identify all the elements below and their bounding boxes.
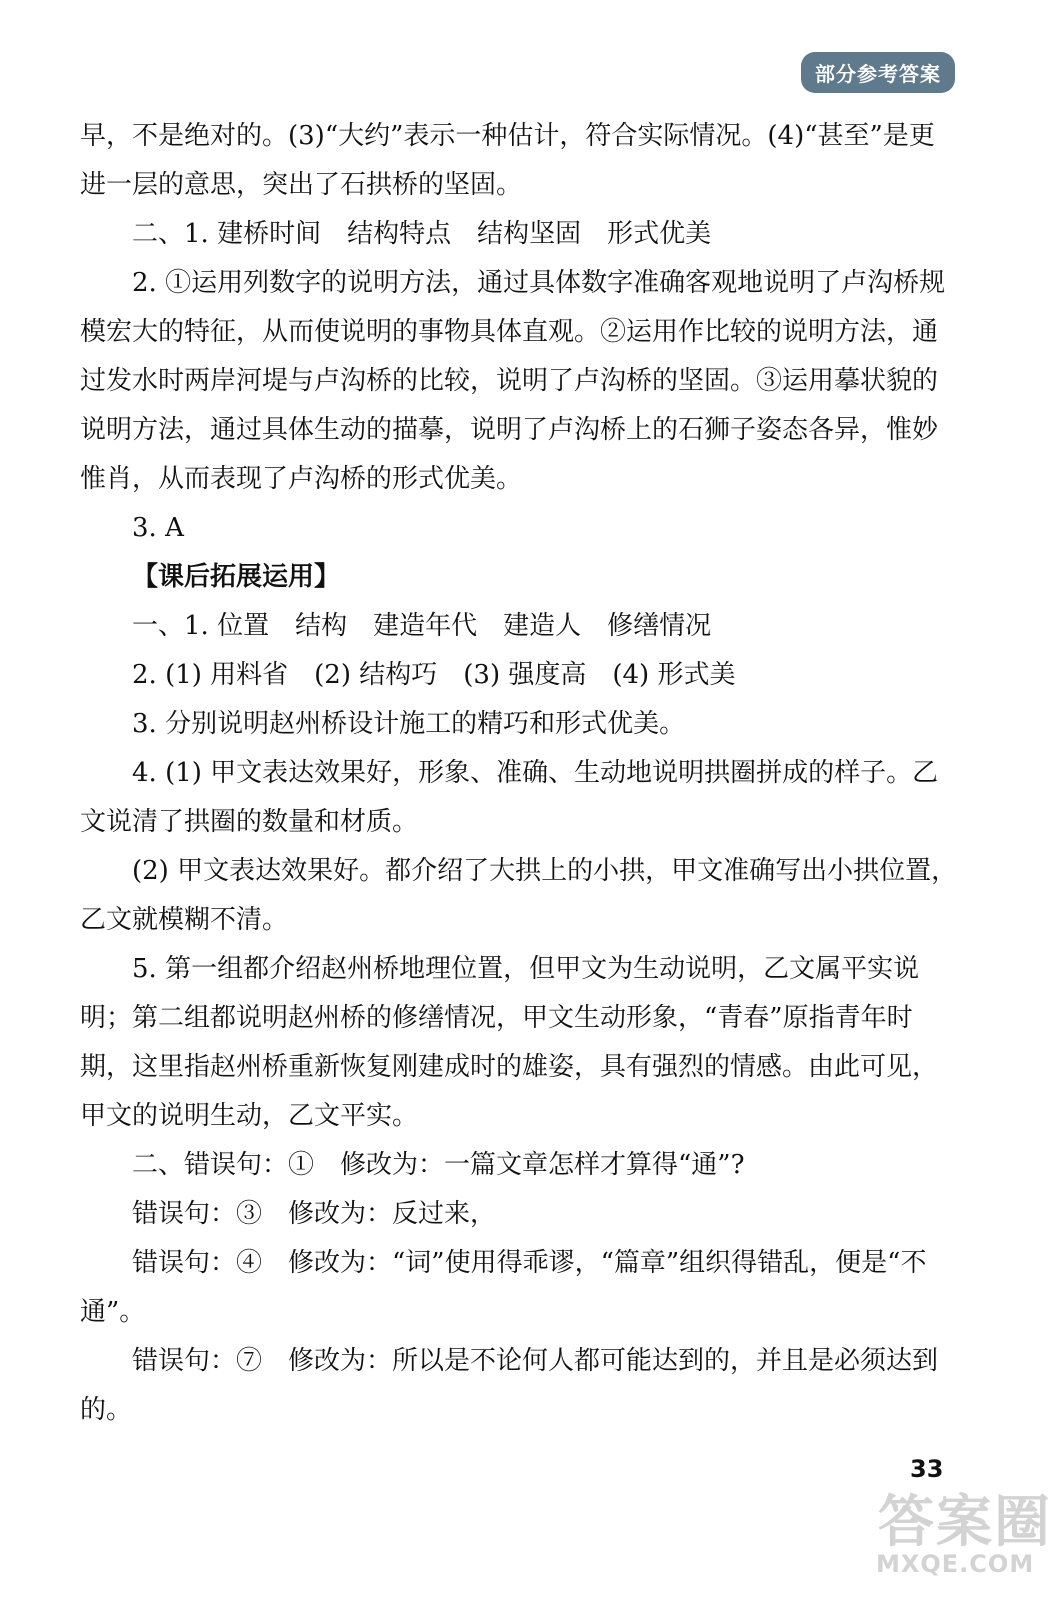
- paragraph-continued: 早，不是绝对的。(3)“大约”表示一种估计，符合实际情况。(4)“甚至”是更进一层的意思，突出了石拱桥的坚固。: [80, 121, 935, 200]
- paragraph-extension-1-4b: (2) 甲文表达效果好。都介绍了大拱上的小拱，甲文准确写出小拱位置，乙文就模糊不清。: [80, 856, 958, 935]
- page-number: 33: [910, 1455, 944, 1483]
- paragraph-extension-2-b: 错误句：③ 修改为：反过来，: [132, 1199, 497, 1229]
- paragraph-extension-1-5: 5. 第一组都介绍赵州桥地理位置，但甲文为生动说明，乙文属平实说明；第二组都说明赵州桥的修缮情况，甲文生动形象，“青春”原指青年时期，这里指赵州桥重新恢复刚建成时的雄姿，具有强烈的情感。由此可见，甲文的说明生动，乙文平实。: [80, 954, 939, 1131]
- paragraph-extension-1-4a: 4. (1) 甲文表达效果好，形象、准确、生动地说明拱圈拼成的样子。乙文说清了拱圈的数量和材质。: [80, 758, 939, 837]
- answer-content: [80, 112, 960, 1435]
- paragraph-answer-2-2: 2. ①运用列数字的说明方法，通过具体数字准确客观地说明了卢沟桥规模宏大的特征，从而使说明的事物具体直观。②运用作比较的说明方法，通过发水时两岸河堤与卢沟桥的比较，说明了卢沟桥的坚固。③运用摹状貌的说明方法，通过具体生动的描摹，说明了卢沟桥上的石狮子姿态各异，惟妙惟肖，从而表现了卢沟桥的形式优美。: [80, 268, 946, 494]
- paragraph-extension-1-3: 3. 分别说明赵州桥设计施工的精巧和形式优美。: [132, 709, 686, 739]
- paragraph-extension-2-a: 二、错误句：① 修改为：一篇文章怎样才算得“通”?: [132, 1150, 745, 1180]
- paragraph-extension-2-d: 错误句：⑦ 修改为：所以是不论何人都可能达到的，并且是必须达到的。: [80, 1346, 939, 1425]
- paragraph-extension-2-c: 错误句：④ 修改为：“词”使用得乖谬，“篇章”组织得错乱，便是“不通”。: [80, 1248, 927, 1327]
- watermark-url: MXQE.COM: [876, 1550, 1035, 1578]
- paragraph-answer-2-3: 3. A: [132, 513, 184, 543]
- paragraph-extension-1-2: 2. (1) 用料省 (2) 结构巧 (3) 强度高 (4) 形式美: [132, 660, 736, 690]
- watermark-logo-text: 答案圈: [878, 1490, 1052, 1555]
- section-heading: 【课后拓展运用】: [132, 562, 341, 592]
- section-badge: 部分参考答案: [801, 52, 955, 93]
- watermark-logo: [868, 1478, 1058, 1588]
- paragraph-answer-2-1: 二、1. 建桥时间 结构特点 结构坚固 形式优美: [132, 219, 712, 249]
- paragraph-extension-1-1: 一、1. 位置 结构 建造年代 建造人 修缮情况: [132, 611, 712, 641]
